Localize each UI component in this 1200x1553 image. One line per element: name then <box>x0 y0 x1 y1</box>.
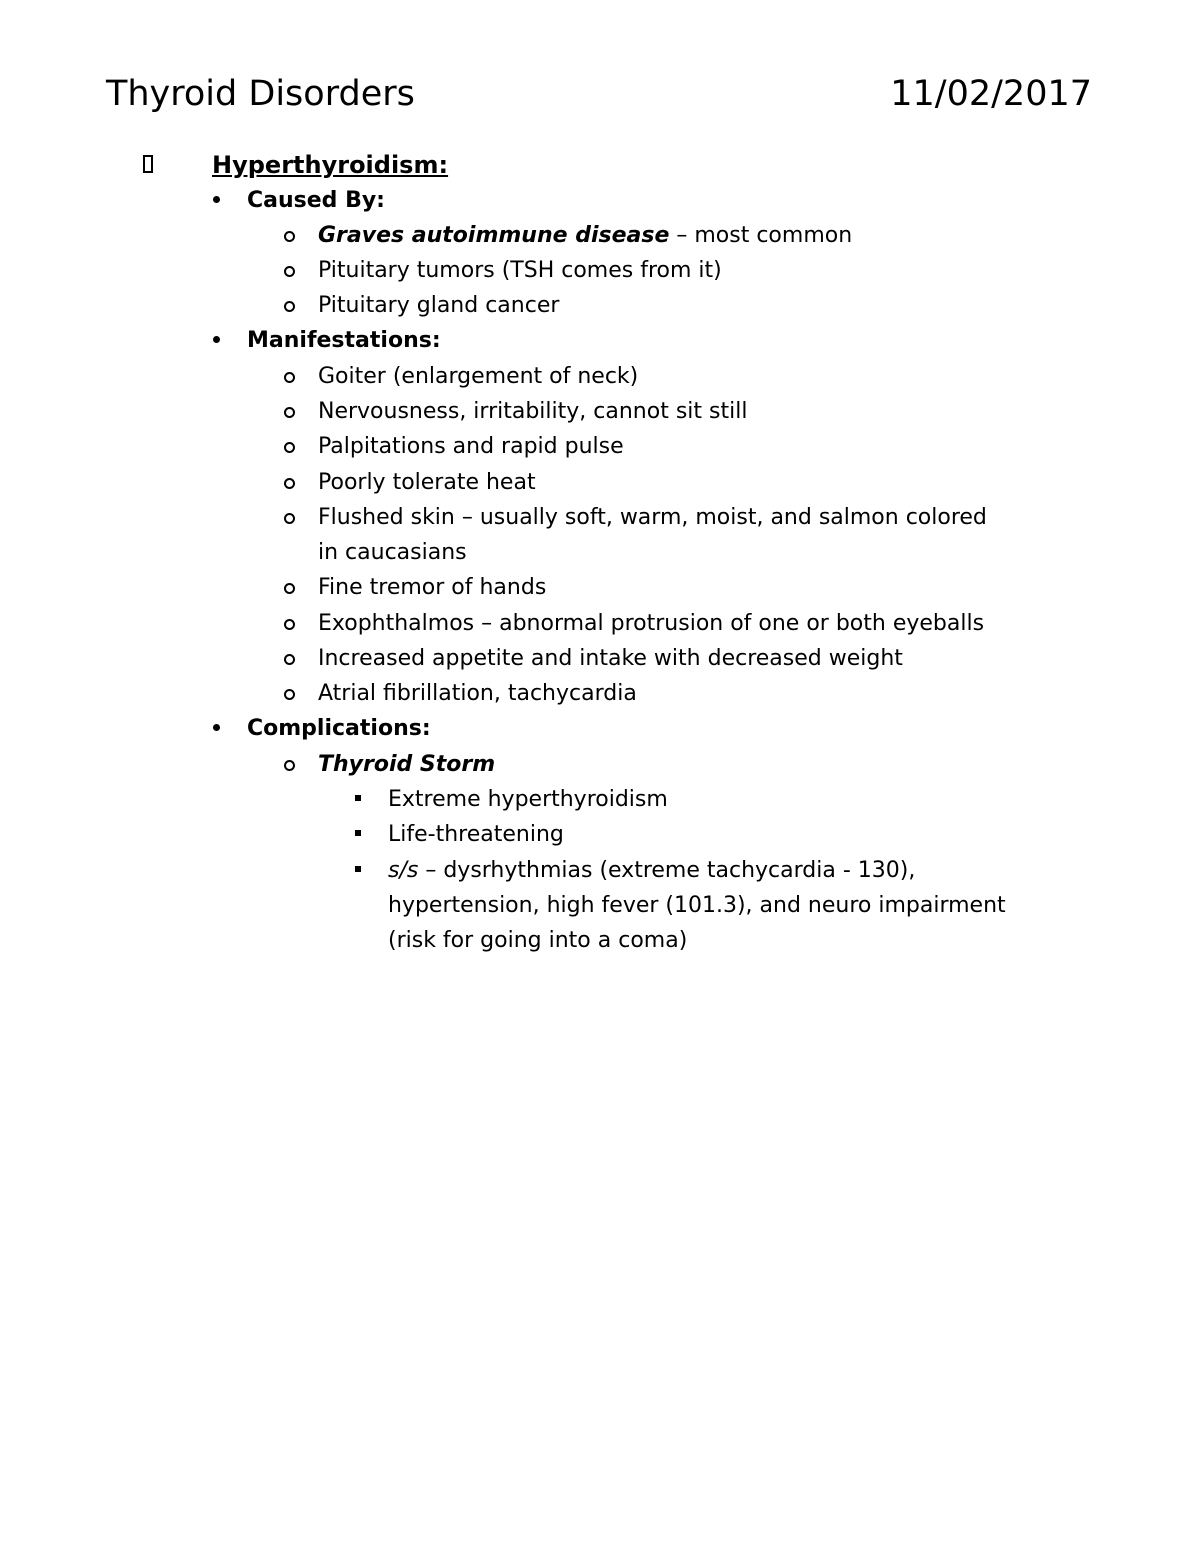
dot-bullet-icon <box>213 724 220 731</box>
circle-bullet-icon <box>284 231 295 242</box>
dot-bullet-icon <box>213 196 220 203</box>
circle-bullet-icon <box>284 442 295 453</box>
list-item: Goiter (enlargement of neck) <box>318 364 639 389</box>
circle-bullet-icon <box>284 619 295 630</box>
box-bullet-icon <box>143 155 153 173</box>
circle-bullet-icon <box>284 583 295 594</box>
list-item <box>318 218 852 253</box>
list-item-continuation: in caucasians <box>318 540 467 565</box>
list-item: Exophthalmos – abnormal protrusion of one or both eyeballs <box>318 611 985 636</box>
list-item-emphasis: s/s <box>388 858 419 883</box>
square-bullet-icon <box>355 795 361 801</box>
list-item: Increased appetite and intake with decreased weight <box>318 646 903 671</box>
list-item: Pituitary gland cancer <box>318 293 560 318</box>
list-item-text: – most common <box>669 223 853 248</box>
list-item <box>388 853 915 888</box>
thyroid-storm-label: Thyroid Storm <box>318 752 496 777</box>
circle-bullet-icon <box>284 513 295 524</box>
list-item-continuation: hypertension, high fever (101.3), and neuro impairment <box>388 893 1006 918</box>
caused-by-label: Caused By: <box>247 188 385 213</box>
square-bullet-icon <box>355 830 361 836</box>
list-item: Extreme hyperthyroidism <box>388 787 668 812</box>
list-item-text: – dysrhythmias (extreme tachycardia - 130), <box>418 858 916 883</box>
square-bullet-icon <box>355 866 361 872</box>
list-item: Flushed skin – usually soft, warm, moist, and salmon colored <box>318 505 987 530</box>
circle-bullet-icon <box>284 689 295 700</box>
manifestations-label: Manifestations: <box>247 328 441 353</box>
dot-bullet-icon <box>213 336 220 343</box>
circle-bullet-icon <box>284 372 295 383</box>
list-item: Life-threatening <box>388 822 564 847</box>
list-item: Nervousness, irritability, cannot sit still <box>318 399 748 424</box>
list-item: Fine tremor of hands <box>318 575 547 600</box>
circle-bullet-icon <box>284 478 295 489</box>
circle-bullet-icon <box>284 760 295 771</box>
page-date: 11/02/2017 <box>890 74 1092 114</box>
page-title: Thyroid Disorders <box>106 74 415 114</box>
circle-bullet-icon <box>284 301 295 312</box>
circle-bullet-icon <box>284 407 295 418</box>
circle-bullet-icon <box>284 266 295 277</box>
complications-label: Complications: <box>247 716 431 741</box>
list-item: Atrial fibrillation, tachycardia <box>318 681 637 706</box>
list-item: Palpitations and rapid pulse <box>318 434 624 459</box>
list-item: Poorly tolerate heat <box>318 470 536 495</box>
list-item-emphasis: Graves autoimmune disease <box>318 223 670 248</box>
section-heading: Hyperthyroidism: <box>212 151 449 179</box>
list-item-continuation: (risk for going into a coma) <box>388 928 688 953</box>
circle-bullet-icon <box>284 654 295 665</box>
list-item: Pituitary tumors (TSH comes from it) <box>318 258 722 283</box>
